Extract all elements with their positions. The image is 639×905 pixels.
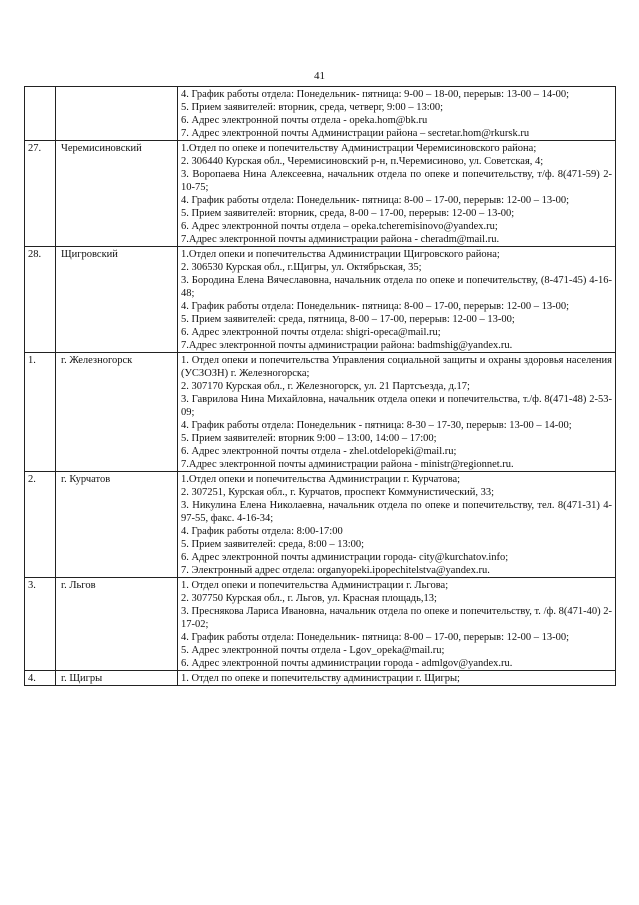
info-line: 2. 307251, Курская обл., г. Курчатов, проспект Коммунистический, 33; bbox=[181, 487, 495, 498]
district-name: г. Курчатов bbox=[56, 472, 178, 578]
department-info bbox=[178, 578, 616, 671]
info-line: 1. Отдел опеки и попечительства Администрации г. Льгова; bbox=[181, 580, 449, 591]
info-line: 6. Адрес электронной почты отдела: shigri-opeca@mail.ru; bbox=[181, 327, 441, 338]
row-number: 3. bbox=[25, 578, 56, 671]
info-line: 3. Бородина Елена Вячеславовна, начальник отдела по опеке и попечительству, (8-471-45) 4-16-48; bbox=[181, 275, 612, 299]
info-line: 3. Гаврилова Нина Михайловна, начальник отдела опеки и попечительства, т./ф. 8(471-48) 2-53-09; bbox=[181, 394, 612, 418]
department-info bbox=[178, 671, 616, 686]
info-line: 3. Преснякова Лариса Ивановна, начальник отдела по опеке и попечительству, т. /ф. 8(471-40) 2-17-02; bbox=[181, 606, 612, 630]
info-line: 7.Адрес электронной почты администрации района - cheradm@mail.ru. bbox=[181, 234, 500, 245]
row-number: 1. bbox=[25, 353, 56, 472]
info-line: 5. Прием заявителей: среда, пятница, 8-00 – 17-00, перерыв: 12-00 – 13-00; bbox=[181, 314, 515, 325]
info-line: 5. Прием заявителей: вторник, среда, 8-00 – 17-00, перерыв: 12-00 – 13-00; bbox=[181, 208, 515, 219]
info-line: 2. 307750 Курская обл., г. Льгов, ул. Красная площадь,13; bbox=[181, 593, 437, 604]
row-number: 2. bbox=[25, 472, 56, 578]
table-row bbox=[25, 141, 616, 247]
row-number: 27. bbox=[25, 141, 56, 247]
info-line: 4. График работы отдела: Понедельник - пятница: 8-30 – 17-30, перерыв: 13-00 – 14-00; bbox=[181, 420, 572, 431]
row-number bbox=[25, 87, 56, 141]
page-number: 41 bbox=[314, 70, 325, 82]
table-row bbox=[25, 578, 616, 671]
info-line: 6. Адрес электронной почты администрации города- city@kurchatov.info; bbox=[181, 552, 509, 563]
info-line: 4. График работы отдела: 8:00-17:00 bbox=[181, 526, 343, 537]
row-number: 4. bbox=[25, 671, 56, 686]
info-line: 2. 306530 Курская обл., г.Щигры, ул. Октябрьская, 35; bbox=[181, 262, 422, 273]
info-line: 1.Отдел опеки и попечительства Администрации г. Курчатова; bbox=[181, 474, 461, 485]
info-line: 5. Адрес электронной почты отдела - Lgov_opeka@mail.ru; bbox=[181, 645, 445, 656]
info-line: 7.Адрес электронной почты администрации района: badmshig@yandex.ru. bbox=[181, 340, 513, 351]
info-line: 1. Отдел по опеке и попечительству администрации г. Щигры; bbox=[181, 673, 460, 684]
info-line: 4. График работы отдела: Понедельник- пятница: 8-00 – 17-00, перерыв: 12-00 – 13-00; bbox=[181, 632, 570, 643]
table-row bbox=[25, 353, 616, 472]
info-line: 7. Электронный адрес отдела: organyopeki.ipopechitelstva@yandex.ru. bbox=[181, 565, 490, 576]
info-line: 3. Воропаева Нина Алексеевна, начальник отдела по опеке и попечительству, т/ф. 8(471-59) 2-10-75; bbox=[181, 169, 612, 193]
info-line: 3. Никулина Елена Николаевна, начальник отдела по опеке и попечительству, тел. 8(471-31) 4-97-55, факс. 4-16-34; bbox=[181, 500, 612, 524]
department-info bbox=[178, 141, 616, 247]
info-line: 7.Адрес электронной почты администрации района - ministr@regionnet.ru. bbox=[181, 459, 514, 470]
district-name: г. Льгов bbox=[56, 578, 178, 671]
info-line: 5. Прием заявителей: вторник 9:00 – 13:00, 14:00 – 17:00; bbox=[181, 433, 437, 444]
district-name bbox=[56, 87, 178, 141]
info-line: 2. 307170 Курская обл., г. Железногорск, ул. 21 Партсъезда, д.17; bbox=[181, 381, 470, 392]
department-info bbox=[178, 353, 616, 472]
info-line: 1.Отдел опеки и попечительства Администрации Щигровского района; bbox=[181, 249, 500, 260]
guardianship-departments-table bbox=[24, 86, 616, 686]
info-line: 1.Отдел по опеке и попечительству Администрации Черемисиновского района; bbox=[181, 143, 537, 154]
info-line: 5. Прием заявителей: вторник, среда, четверг, 9:00 – 13:00; bbox=[181, 102, 444, 113]
info-line: 4. График работы отдела: Понедельник- пятница: 8-00 – 17-00, перерыв: 12-00 – 13-00; bbox=[181, 195, 570, 206]
info-line: 5. Прием заявителей: среда, 8:00 – 13:00; bbox=[181, 539, 365, 550]
info-line: 7. Адрес электронной почты Администрации района – secretar.hom@rkursk.ru bbox=[181, 128, 530, 139]
department-info bbox=[178, 87, 616, 141]
info-line: 6. Адрес электронной почты администрации города - admlgov@yandex.ru. bbox=[181, 658, 513, 669]
row-number: 28. bbox=[25, 247, 56, 353]
district-name: г. Железногорск bbox=[56, 353, 178, 472]
table-row bbox=[25, 247, 616, 353]
info-line: 6. Адрес электронной почты отдела - opeka.hom@bk.ru bbox=[181, 115, 428, 126]
info-line: 6. Адрес электронной почты отдела - zhel.otdelopeki@mail.ru; bbox=[181, 446, 457, 457]
info-line: 4. График работы отдела: Понедельник- пятница: 8-00 – 17-00, перерыв: 12-00 – 13-00; bbox=[181, 301, 570, 312]
info-line: 2. 306440 Курская обл., Черемисиновский р-н, п.Черемисиново, ул. Советская, 4; bbox=[181, 156, 544, 167]
table-row bbox=[25, 671, 616, 686]
department-info bbox=[178, 472, 616, 578]
department-info bbox=[178, 247, 616, 353]
info-line: 4. График работы отдела: Понедельник- пятница: 9-00 – 18-00, перерыв: 13-00 – 14-00; bbox=[181, 89, 570, 100]
table-row bbox=[25, 472, 616, 578]
district-name: Черемисиновский bbox=[56, 141, 178, 247]
table-body bbox=[25, 87, 616, 686]
district-name: г. Щигры bbox=[56, 671, 178, 686]
district-name: Щигровский bbox=[56, 247, 178, 353]
table-row bbox=[25, 87, 616, 141]
info-line: 6. Адрес электронной почты отдела – opeka.tcheremisinovo@yandex.ru; bbox=[181, 221, 498, 232]
info-line: 1. Отдел опеки и попечительства Управления социальной защиты и охраны здоровья населения (УСЗОЗН) г. Железногорска; bbox=[181, 355, 612, 379]
